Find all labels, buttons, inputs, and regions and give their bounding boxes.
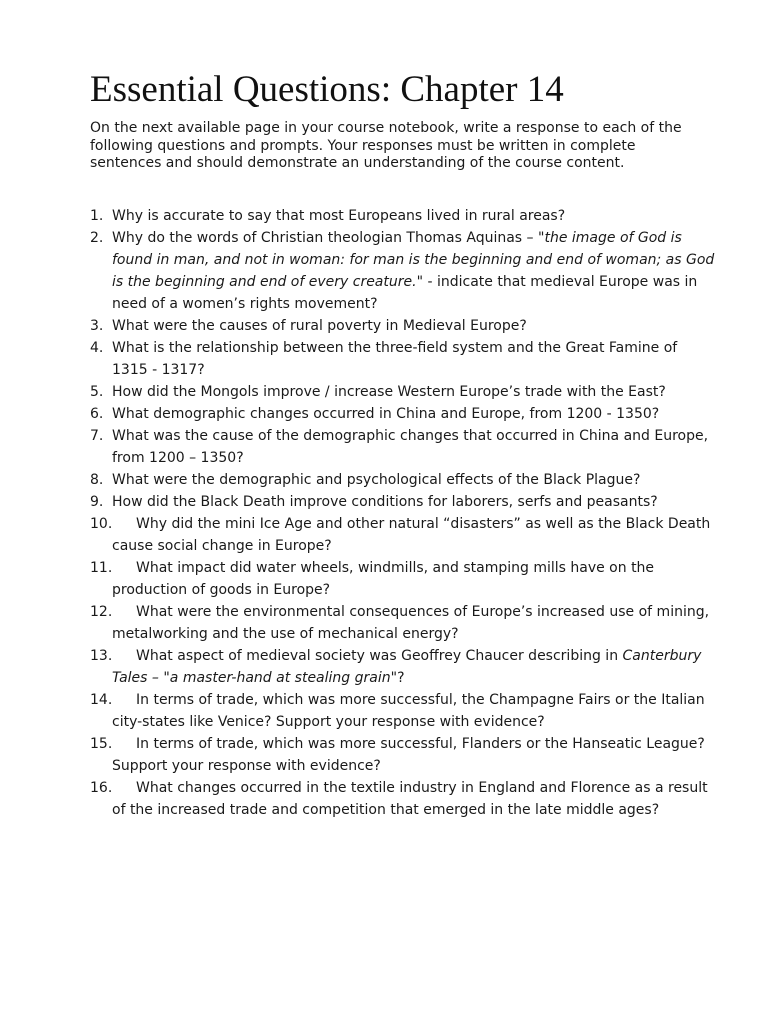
question-number: 2. — [90, 230, 104, 246]
question-text: How did the Black Death improve conditions for laborers, serfs and peasants? — [112, 494, 658, 510]
question-number: 7. — [90, 428, 104, 444]
question-text: Why is accurate to say that most Europeans lived in rural areas? — [112, 208, 566, 224]
question-number: 10. — [90, 516, 113, 532]
question-text: How did the Mongols improve / increase Western Europe’s trade with the East? — [112, 384, 666, 400]
question-text: In terms of trade, which was more successful, Flanders or the Hanseatic League? Support your response with evidence? — [112, 736, 705, 774]
intro-paragraph: On the next available page in your course notebook, write a response to each of the following questions and prompts. Your responses must be written in complete sentences and should demonstrate an understanding of the course content. — [90, 120, 682, 171]
question-number: 3. — [90, 318, 104, 334]
question-item — [90, 337, 715, 381]
question-number: 14. — [90, 692, 113, 708]
question-text: What changes occurred in the textile industry in England and Florence as a result of the increased trade and competition that emerged in the late middle ages? — [112, 780, 708, 818]
question-item — [90, 689, 715, 733]
question-item — [90, 227, 715, 315]
question-text-end: ? — [397, 670, 405, 686]
question-number: 9. — [90, 494, 104, 510]
question-number: 15. — [90, 736, 113, 752]
question-item — [90, 733, 715, 777]
question-text: In terms of trade, which was more successful, the Champagne Fairs or the Italian city-states like Venice? Support your response with evidence? — [112, 692, 705, 730]
question-number: 8. — [90, 472, 104, 488]
question-quote: Canterbury Tales – "a master-hand at stealing grain" — [112, 648, 702, 686]
question-item — [90, 513, 715, 557]
question-text: What aspect of medieval society was Geoffrey Chaucer describing in — [136, 648, 623, 664]
question-item — [90, 381, 715, 403]
question-text: What were the demographic and psychological effects of the Black Plague? — [112, 472, 641, 488]
question-number: 5. — [90, 384, 104, 400]
question-text: What were the environmental consequences of Europe’s increased use of mining, metalworking and the use of mechanical energy? — [112, 604, 710, 642]
question-item — [90, 777, 715, 821]
question-item — [90, 469, 715, 491]
question-number: 16. — [90, 780, 113, 796]
question-text: What is the relationship between the three-field system and the Great Famine of 1315 - 1317? — [112, 340, 678, 378]
question-text: What was the cause of the demographic changes that occurred in China and Europe, from 1200 – 1350? — [112, 428, 709, 466]
question-quote: "the image of God is found in man, and not in woman: for man is the beginning and end of woman; as God is the beginning and end of every creature." — [112, 230, 715, 290]
question-item — [90, 557, 715, 601]
question-text: What were the causes of rural poverty in Medieval Europe? — [112, 318, 527, 334]
question-text: What demographic changes occurred in China and Europe, from 1200 - 1350? — [112, 406, 660, 422]
question-text: Why did the mini Ice Age and other natural “disasters” as well as the Black Death cause social change in Europe? — [112, 516, 711, 554]
question-number: 11. — [90, 560, 113, 576]
question-item — [90, 425, 715, 469]
question-item — [90, 205, 715, 227]
question-item — [90, 491, 715, 513]
question-item — [90, 315, 715, 337]
question-text: Why do the words of Christian theologian Thomas Aquinas – — [112, 230, 539, 246]
question-number: 1. — [90, 208, 104, 224]
question-number: 12. — [90, 604, 113, 620]
question-item — [90, 645, 715, 689]
question-number: 6. — [90, 406, 104, 422]
question-list — [90, 205, 715, 821]
page-title: Essential Questions: Chapter 14 — [90, 69, 564, 110]
question-number: 4. — [90, 340, 104, 356]
question-text: What impact did water wheels, windmills, and stamping mills have on the production of goods in Europe? — [112, 560, 655, 598]
question-item — [90, 403, 715, 425]
question-text-end: - indicate that medieval Europe was in need of a women’s rights movement? — [112, 274, 698, 312]
question-item — [90, 601, 715, 645]
question-number: 13. — [90, 648, 113, 664]
